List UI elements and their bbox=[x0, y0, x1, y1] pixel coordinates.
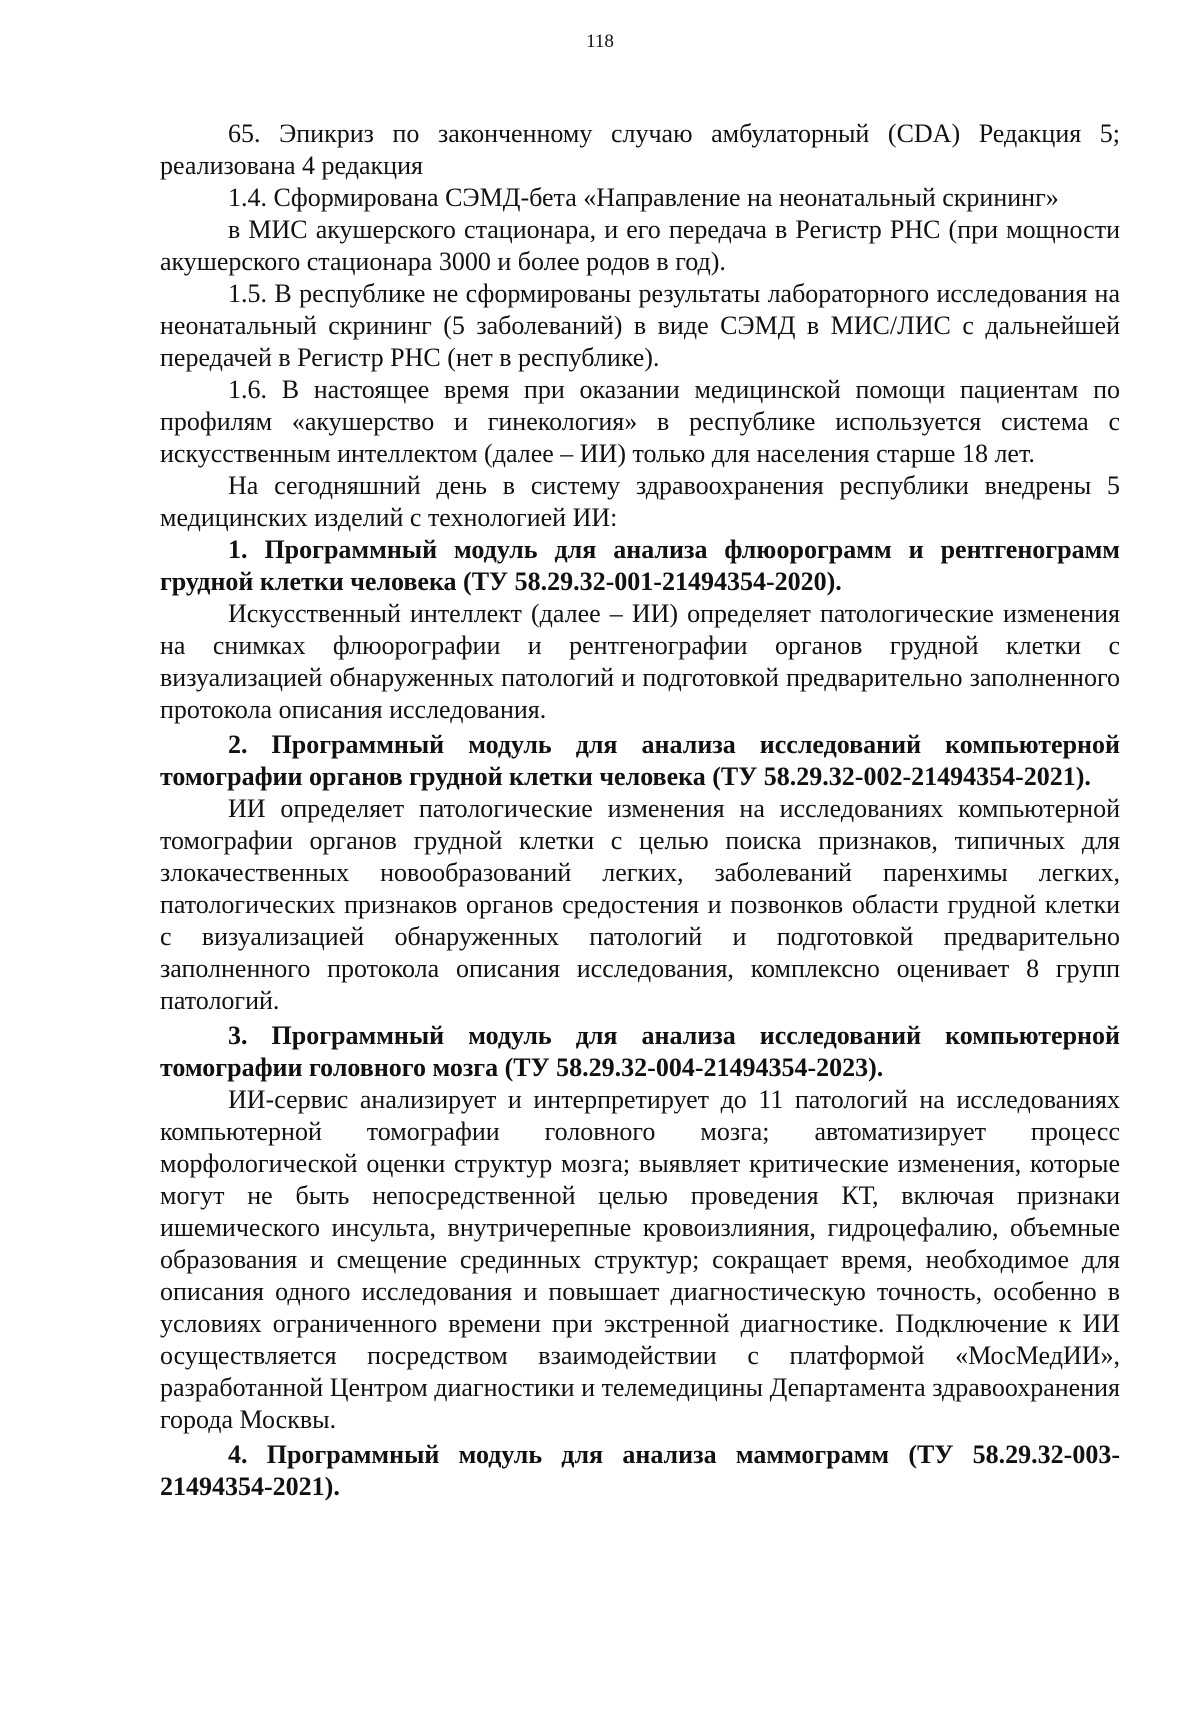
paragraph-ai-module-2-description: ИИ определяет патологические изменения на исследованиях компьютерной томографии органов грудной клетки с целью поиска признаков, типичных для злокачественных новообразований легких, заболеваний паренхимы легких, патологических признаков органов средостения и позвонков области грудной клетки с визуализацией обнаруженных патологий и подготовкой предварительно заполненного протокола описания исследования, комплексно оценивает 8 групп патологий. bbox=[160, 794, 1120, 1015]
heading-ai-module-3: 3. Программный модуль для анализа исследований компьютерной томографии головного мозга (ТУ 58.29.32-004-21494354-2023). bbox=[160, 1021, 1120, 1082]
paragraph-section-1-4: 1.4. Сформирована СЭМД-бета «Направление на неонатальный скрининг» bbox=[228, 183, 1059, 212]
paragraph-mis-transfer: в МИС акушерского стационара, и его передача в Регистр РНС (при мощности акушерского стационара 3000 и более родов в год). bbox=[160, 215, 1120, 276]
paragraph-ai-module-3-description: ИИ-сервис анализирует и интерпретирует до 11 патологий на исследованиях компьютерной томографии головного мозга; автоматизирует процесс морфологической оценки структур мозга; выявляет критические изменения, которые могут не быть непосредственной целью проведения КТ, включая признаки ишемического инсульта, внутричерепные кровоизлияния, гидроцефалию, объемные образования и смещение срединных структур; сокращает время, необходимое для описания одного исследования и повышает диагностическую точность, особенно в условиях ограниченного времени при экстренной диагностике. Подключение к ИИ осуществляется посредством взаимодействии с платформой «МосМедИИ», разработанной Центром диагностики и телемедицины Департамента здравоохранения города Москвы. bbox=[160, 1085, 1120, 1434]
page-body bbox=[160, 118, 1120, 1503]
paragraph-section-1-5: 1.5. В республике не сформированы результаты лабораторного исследования на неонатальный скрининг (5 заболеваний) в виде СЭМД в МИС/ЛИС с дальнейшей передачей в Регистр РНС (нет в республике). bbox=[160, 279, 1120, 372]
page-number: 118 bbox=[586, 31, 614, 52]
heading-ai-module-2: 2. Программный модуль для анализа исследований компьютерной томографии органов грудной клетки человека (ТУ 58.29.32-002-21494354-2021). bbox=[160, 730, 1120, 791]
paragraph-ai-module-1-description: Искусственный интеллект (далее – ИИ) определяет патологические изменения на снимках флюорографии и рентгенографии органов грудной клетки с визуализацией обнаруженных патологий и подготовкой предварительно заполненного протокола описания исследования. bbox=[160, 599, 1120, 724]
paragraph-epicrisis-item-65: 65. Эпикриз по законченному случаю амбулаторный (CDA) Редакция 5; реализована 4 редакция bbox=[160, 119, 1120, 180]
heading-ai-module-4: 4. Программный модуль для анализа маммограмм (ТУ 58.29.32-003-21494354-2021). bbox=[160, 1440, 1120, 1501]
paragraph-section-1-6: 1.6. В настоящее время при оказании медицинской помощи пациентам по профилям «акушерство и гинекология» в республике используется система с искусственным интеллектом (далее – ИИ) только для населения старше 18 лет. bbox=[160, 375, 1120, 468]
heading-ai-module-1: 1. Программный модуль для анализа флюорограмм и рентгенограмм грудной клетки человека (ТУ 58.29.32-001-21494354-2020). bbox=[160, 535, 1120, 596]
paragraph-ai-products-intro: На сегодняшний день в систему здравоохранения республики внедрены 5 медицинских изделий с технологией ИИ: bbox=[160, 471, 1120, 532]
